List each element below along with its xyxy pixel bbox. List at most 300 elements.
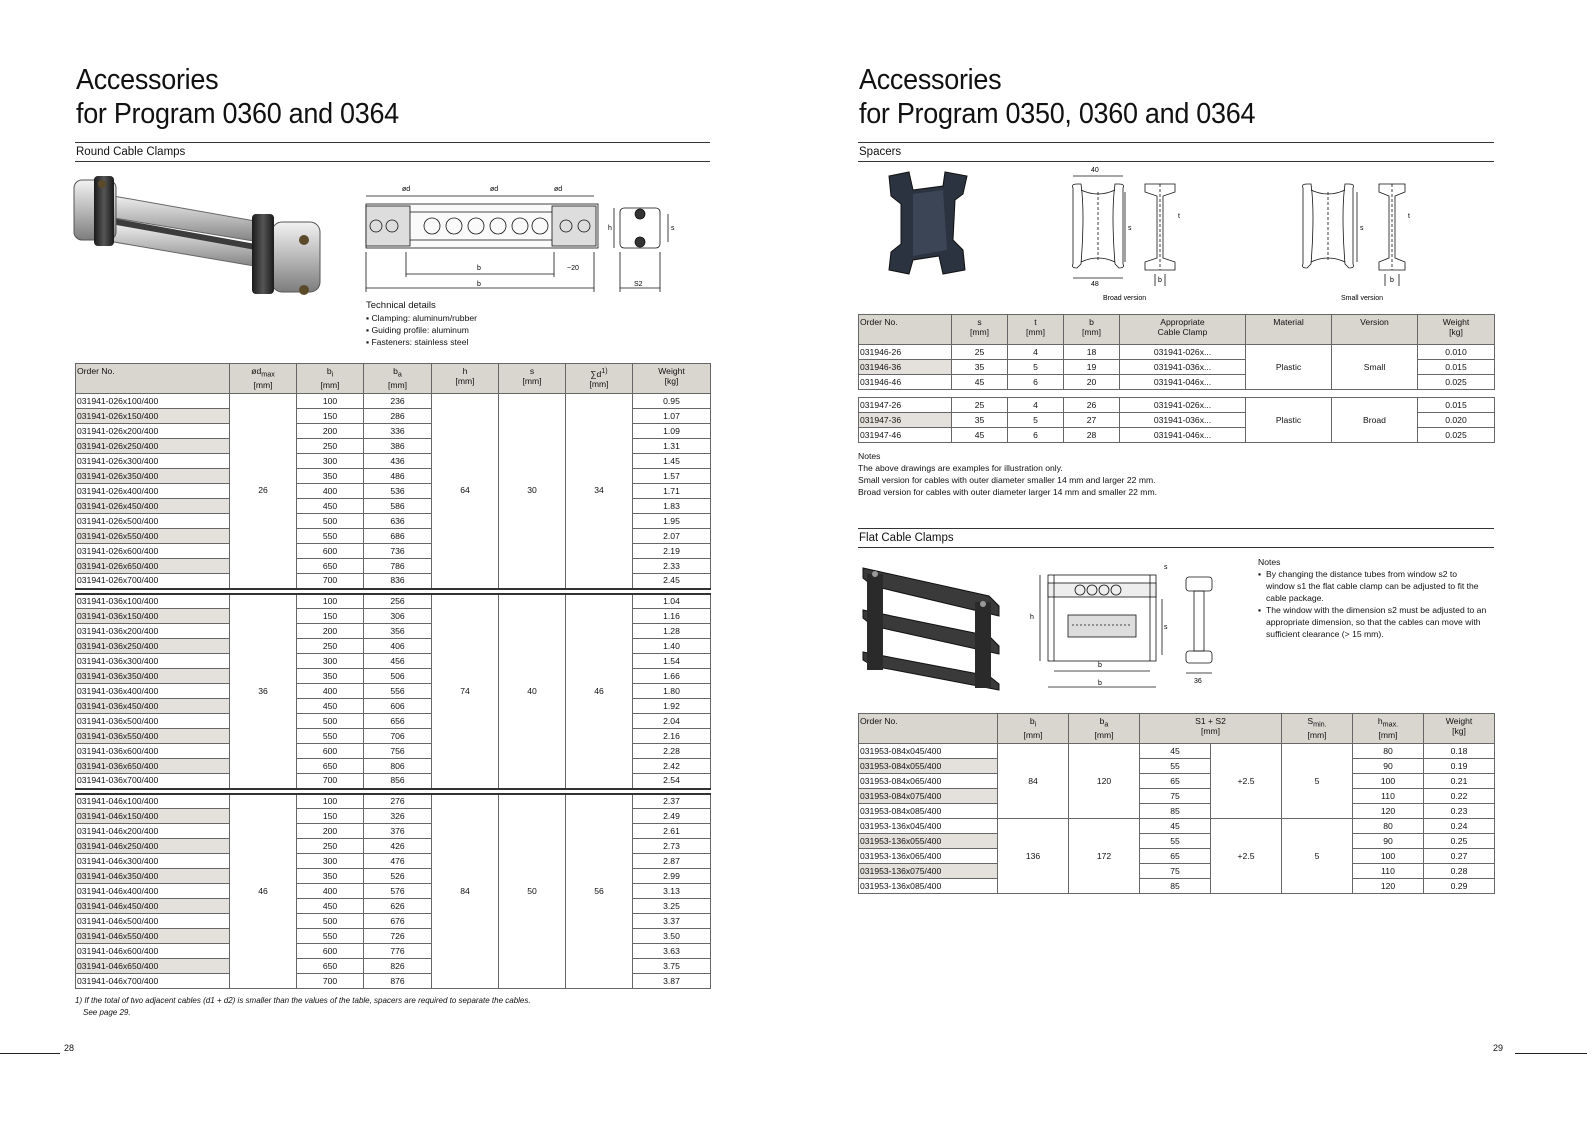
section-title: Round Cable Clamps xyxy=(76,146,186,158)
header-sup: 1) xyxy=(601,367,608,375)
material: Plastic xyxy=(1246,345,1332,390)
header-unit: [kg] xyxy=(664,376,679,386)
column-header xyxy=(1069,714,1140,744)
header-label: s xyxy=(977,317,982,327)
section-flat-cable-clamps xyxy=(858,528,1494,548)
b-a: 826 xyxy=(364,959,432,974)
header-unit: Cable Clamp xyxy=(1157,327,1208,337)
order-no: 031941-026x450/400 xyxy=(76,499,230,514)
flat-notes xyxy=(1258,556,1488,640)
page-line xyxy=(1515,1053,1587,1054)
header-unit: [mm] xyxy=(1025,327,1046,337)
header-unit: [mm] xyxy=(1081,327,1102,337)
b-a: 120 xyxy=(1069,744,1140,819)
h-max: 110 xyxy=(1353,864,1424,879)
title-line-1: Accessories xyxy=(859,64,1002,96)
b-i: 700 xyxy=(297,574,364,589)
weight: 1.31 xyxy=(633,439,711,454)
round-cable-clamps-table xyxy=(75,363,711,989)
weight: 2.49 xyxy=(633,809,711,824)
b-i: 650 xyxy=(297,759,364,774)
t-value: 4 xyxy=(1008,345,1064,360)
order-no: 031947-36 xyxy=(859,413,952,428)
s1-value: 85 xyxy=(1140,879,1211,894)
notes-title: Notes xyxy=(858,451,881,461)
separator-cell xyxy=(1064,390,1120,398)
order-no: 031953-136x075/400 xyxy=(859,864,998,879)
b-a: 172 xyxy=(1069,819,1140,894)
order-no: 031941-046x100/400 xyxy=(76,794,230,809)
order-no: 031941-026x350/400 xyxy=(76,469,230,484)
order-no: 031953-084x085/400 xyxy=(859,804,998,819)
b-a: 376 xyxy=(364,824,432,839)
order-no: 031941-046x650/400 xyxy=(76,959,230,974)
h-max: 100 xyxy=(1353,849,1424,864)
column-header xyxy=(1246,315,1332,345)
s-min: 5 xyxy=(1282,744,1353,819)
spacer-notes xyxy=(858,450,1498,498)
weight: 2.28 xyxy=(633,744,711,759)
dim-t: t xyxy=(1178,213,1180,220)
b-i: 84 xyxy=(998,744,1069,819)
weight: 2.61 xyxy=(633,824,711,839)
order-no: 031941-046x300/400 xyxy=(76,854,230,869)
weight: 2.87 xyxy=(633,854,711,869)
cable-clamp: 031941-046x... xyxy=(1120,375,1246,390)
weight: 0.28 xyxy=(1424,864,1495,879)
b-a: 626 xyxy=(364,899,432,914)
column-header xyxy=(1282,714,1353,744)
header-sub: i xyxy=(1034,720,1037,729)
weight: 3.25 xyxy=(633,899,711,914)
cable-clamp: 031941-026x... xyxy=(1120,398,1246,413)
technical-details xyxy=(366,300,477,348)
weight: 0.23 xyxy=(1424,804,1495,819)
column-header xyxy=(1008,315,1064,345)
b-i: 150 xyxy=(297,609,364,624)
header-label: S xyxy=(1307,716,1314,726)
b-a: 436 xyxy=(364,454,432,469)
h-value: 74 xyxy=(432,594,499,789)
header-label: b xyxy=(393,366,398,376)
b-i: 700 xyxy=(297,774,364,789)
sum-d: 34 xyxy=(566,394,633,589)
weight: 0.025 xyxy=(1418,428,1495,443)
b-value: 27 xyxy=(1064,413,1120,428)
s1-value: 85 xyxy=(1140,804,1211,819)
h-max: 100 xyxy=(1353,774,1424,789)
order-no: 031941-046x550/400 xyxy=(76,929,230,944)
weight: 0.020 xyxy=(1418,413,1495,428)
weight: 0.015 xyxy=(1418,398,1495,413)
column-header xyxy=(1064,315,1120,345)
dim-hmax: h xyxy=(1030,614,1034,621)
header-row xyxy=(76,364,711,394)
b-i: 300 xyxy=(297,454,364,469)
page-number: 29 xyxy=(1493,1043,1504,1053)
order-no: 031941-036x600/400 xyxy=(76,744,230,759)
order-no: 031941-026x650/400 xyxy=(76,559,230,574)
note-line: Broad version for cables with outer diameter larger 14 mm and smaller 22 mm. xyxy=(858,487,1157,497)
dim-ba: b xyxy=(477,281,481,288)
header-unit: [mm] xyxy=(1094,729,1114,740)
column-header xyxy=(1418,315,1495,345)
section-round-cable-clamps xyxy=(75,142,710,162)
column-header xyxy=(297,364,364,394)
order-no: 031941-046x700/400 xyxy=(76,974,230,989)
weight: 3.63 xyxy=(633,944,711,959)
header-label: Material xyxy=(1273,317,1304,327)
b-i: 150 xyxy=(297,809,364,824)
s1-value: 75 xyxy=(1140,864,1211,879)
order-no: 031941-036x550/400 xyxy=(76,729,230,744)
header-unit: [mm] xyxy=(969,327,990,337)
order-no: 031953-084x065/400 xyxy=(859,774,998,789)
column-header xyxy=(364,364,432,394)
weight: 2.99 xyxy=(633,869,711,884)
header-sub: max xyxy=(261,370,275,379)
s2-value: +2.5 xyxy=(1211,819,1282,894)
header-sub: a xyxy=(397,370,402,379)
order-no: 031941-026x100/400 xyxy=(76,394,230,409)
table-row xyxy=(859,744,1495,759)
dim-s: s xyxy=(671,225,675,232)
weight: 1.92 xyxy=(633,699,711,714)
header-label: h xyxy=(1377,716,1383,726)
dim-s2: S2 xyxy=(634,281,643,288)
d-max: 46 xyxy=(230,794,297,989)
t-value: 4 xyxy=(1008,398,1064,413)
h-max: 80 xyxy=(1353,744,1424,759)
order-no: 031941-036x350/400 xyxy=(76,669,230,684)
s1-value: 45 xyxy=(1140,744,1211,759)
tech-item: ▪ Fasteners: stainless steel xyxy=(366,337,469,347)
title-line-2: for Program 0360 and 0364 xyxy=(76,98,399,130)
version: Broad xyxy=(1332,398,1418,443)
b-i: 200 xyxy=(297,824,364,839)
dim-b-small: b xyxy=(1390,277,1394,284)
dim-dmax: ød xyxy=(402,186,411,193)
note-line: Small version for cables with outer diameter smaller 14 mm and larger 22 mm. xyxy=(858,475,1156,485)
weight: 2.33 xyxy=(633,559,711,574)
table-row xyxy=(859,789,1495,804)
b-i: 250 xyxy=(297,639,364,654)
header-row xyxy=(859,315,1495,345)
table-row xyxy=(859,804,1495,819)
section-title: Flat Cable Clamps xyxy=(859,532,954,544)
header-label: Appropriate xyxy=(1160,317,1205,327)
b-a: 276 xyxy=(364,794,432,809)
separator-cell xyxy=(1008,390,1064,398)
tech-item: ▪ Clamping: aluminum/rubber xyxy=(366,313,477,323)
weight: 1.80 xyxy=(633,684,711,699)
dim-20: ~20 xyxy=(567,265,579,272)
dim-ba: b xyxy=(1098,680,1102,687)
b-a: 656 xyxy=(364,714,432,729)
dim-t-small: t xyxy=(1408,213,1410,220)
dim-36: 36 xyxy=(1194,678,1202,685)
weight: 0.22 xyxy=(1424,789,1495,804)
weight: 1.57 xyxy=(633,469,711,484)
column-header xyxy=(1140,714,1282,744)
table-row xyxy=(859,759,1495,774)
note-line: The above drawings are examples for illustration only. xyxy=(858,463,1063,473)
b-a: 686 xyxy=(364,529,432,544)
b-a: 286 xyxy=(364,409,432,424)
order-no: 031953-136x065/400 xyxy=(859,849,998,864)
order-no: 031941-026x400/400 xyxy=(76,484,230,499)
small-caption: Small version xyxy=(1341,295,1384,302)
b-i: 350 xyxy=(297,469,364,484)
dim-s1: s xyxy=(1164,564,1168,571)
b-a: 356 xyxy=(364,624,432,639)
weight: 3.37 xyxy=(633,914,711,929)
cable-clamp: 031941-036x... xyxy=(1120,413,1246,428)
order-no: 031941-026x300/400 xyxy=(76,454,230,469)
d-max: 36 xyxy=(230,594,297,789)
table-row xyxy=(859,345,1495,360)
spacers-table xyxy=(858,314,1495,443)
b-a: 606 xyxy=(364,699,432,714)
b-a: 726 xyxy=(364,929,432,944)
dim-48: 48 xyxy=(1091,281,1099,288)
b-a: 426 xyxy=(364,839,432,854)
order-no: 031941-026x600/400 xyxy=(76,544,230,559)
s-value: 35 xyxy=(952,360,1008,375)
b-i: 550 xyxy=(297,929,364,944)
header-label: t xyxy=(1034,317,1037,327)
header-unit: [mm] xyxy=(320,379,340,390)
column-header xyxy=(633,364,711,394)
header-label: Weight xyxy=(1442,317,1470,327)
weight: 2.42 xyxy=(633,759,711,774)
material: Plastic xyxy=(1246,398,1332,443)
weight: 1.66 xyxy=(633,669,711,684)
broad-caption: Broad version xyxy=(1103,295,1147,302)
header-label: S1 + S2 xyxy=(1195,716,1226,726)
weight: 2.45 xyxy=(633,574,711,589)
b-i: 100 xyxy=(297,594,364,609)
b-i: 450 xyxy=(297,899,364,914)
note-item: ▪ By changing the distance tubes from window s2 to window s1 the flat cable clamp can be adjusted to fit the cable package. xyxy=(1258,569,1479,603)
h-value: 64 xyxy=(432,394,499,589)
footnote xyxy=(75,995,715,1019)
b-a: 536 xyxy=(364,484,432,499)
b-a: 306 xyxy=(364,609,432,624)
s-value: 35 xyxy=(952,413,1008,428)
b-i: 250 xyxy=(297,839,364,854)
order-no: 031941-026x550/400 xyxy=(76,529,230,544)
table-row xyxy=(76,594,711,609)
b-a: 456 xyxy=(364,654,432,669)
order-no: 031941-046x200/400 xyxy=(76,824,230,839)
dim-bi: b xyxy=(477,265,481,272)
b-i: 100 xyxy=(297,394,364,409)
b-a: 556 xyxy=(364,684,432,699)
header-unit: [mm] xyxy=(1023,729,1043,740)
order-no: 031941-046x500/400 xyxy=(76,914,230,929)
b-i: 600 xyxy=(297,744,364,759)
weight: 0.25 xyxy=(1424,834,1495,849)
table-row xyxy=(859,398,1495,413)
header-label: Weight xyxy=(1445,716,1473,726)
dim-s: s xyxy=(1128,225,1132,232)
separator-cell xyxy=(1246,390,1332,398)
footnote-1: 1) If the total of two adjacent cables (d1 + d2) is smaller than the values of the table, spacers are required to separate the cables. xyxy=(75,996,531,1005)
column-header xyxy=(566,364,633,394)
order-no: 031941-036x300/400 xyxy=(76,654,230,669)
header-unit: [mm] xyxy=(522,376,542,386)
b-a: 806 xyxy=(364,759,432,774)
b-a: 706 xyxy=(364,729,432,744)
b-a: 406 xyxy=(364,639,432,654)
separator-cell xyxy=(1418,390,1495,398)
header-label: h xyxy=(462,366,468,376)
b-i: 550 xyxy=(297,529,364,544)
b-value: 19 xyxy=(1064,360,1120,375)
table-row xyxy=(859,849,1495,864)
b-a: 476 xyxy=(364,854,432,869)
column-header xyxy=(1424,714,1495,744)
b-i: 600 xyxy=(297,944,364,959)
b-value: 26 xyxy=(1064,398,1120,413)
order-no: 031953-084x055/400 xyxy=(859,759,998,774)
header-unit: [mm] xyxy=(455,376,475,386)
header-sub: i xyxy=(331,370,334,379)
notes-title: Notes xyxy=(1258,557,1281,567)
b-a: 486 xyxy=(364,469,432,484)
dim-s2: s xyxy=(1164,624,1168,631)
header-row xyxy=(859,714,1495,744)
flat-cable-clamps-table xyxy=(858,713,1495,894)
b-i: 400 xyxy=(297,684,364,699)
table-row xyxy=(859,864,1495,879)
column-header xyxy=(499,364,566,394)
order-no: 031946-36 xyxy=(859,360,952,375)
weight: 1.40 xyxy=(633,639,711,654)
separator-cell xyxy=(859,390,952,398)
order-no: 031941-046x400/400 xyxy=(76,884,230,899)
column-header xyxy=(1353,714,1424,744)
s2-value: +2.5 xyxy=(1211,744,1282,819)
page-title xyxy=(859,63,1255,131)
order-no: 031941-046x450/400 xyxy=(76,899,230,914)
order-no: 031941-036x700/400 xyxy=(76,774,230,789)
header-label: s xyxy=(529,366,535,376)
b-value: 20 xyxy=(1064,375,1120,390)
weight: 1.04 xyxy=(633,594,711,609)
cable-clamp: 031941-046x... xyxy=(1120,428,1246,443)
column-header xyxy=(859,315,952,345)
s-value: 40 xyxy=(499,594,566,789)
spacer-drawings xyxy=(1063,162,1443,304)
round-cable-clamp-drawing xyxy=(362,182,692,292)
spacer-photo xyxy=(883,170,973,276)
s1-value: 45 xyxy=(1140,819,1211,834)
weight: 0.29 xyxy=(1424,879,1495,894)
order-no: 031941-026x250/400 xyxy=(76,439,230,454)
page-line xyxy=(0,1053,60,1054)
b-i: 200 xyxy=(297,624,364,639)
order-no: 031953-136x045/400 xyxy=(859,819,998,834)
b-i: 350 xyxy=(297,869,364,884)
weight: 2.54 xyxy=(633,774,711,789)
order-no: 031941-036x200/400 xyxy=(76,624,230,639)
b-value: 28 xyxy=(1064,428,1120,443)
weight: 0.025 xyxy=(1418,375,1495,390)
b-a: 386 xyxy=(364,439,432,454)
dim-d2: ød xyxy=(554,186,563,193)
column-header xyxy=(432,364,499,394)
weight: 0.27 xyxy=(1424,849,1495,864)
order-no: 031941-036x150/400 xyxy=(76,609,230,624)
group-separator xyxy=(859,390,1495,398)
b-i: 650 xyxy=(297,959,364,974)
b-i: 550 xyxy=(297,729,364,744)
footnote-2: See page 29. xyxy=(83,1008,131,1017)
order-no: 031941-026x700/400 xyxy=(76,574,230,589)
s1-value: 55 xyxy=(1140,834,1211,849)
section-spacers xyxy=(858,142,1494,162)
order-no: 031941-026x200/400 xyxy=(76,424,230,439)
b-a: 326 xyxy=(364,809,432,824)
table-row xyxy=(859,774,1495,789)
flat-cable-clamp-photo xyxy=(859,560,1003,692)
t-value: 6 xyxy=(1008,428,1064,443)
weight: 1.07 xyxy=(633,409,711,424)
dim-s-small: s xyxy=(1360,225,1364,232)
s-value: 45 xyxy=(952,375,1008,390)
note-item: ▪ The window with the dimension s2 must be adjusted to an appropriate dimension, so that the cables can move with sufficient clearance (> 15 mm). xyxy=(1258,605,1487,639)
order-no: 031941-036x250/400 xyxy=(76,639,230,654)
s-value: 25 xyxy=(952,345,1008,360)
weight: 3.50 xyxy=(633,929,711,944)
column-header xyxy=(952,315,1008,345)
weight: 1.09 xyxy=(633,424,711,439)
order-no: 031941-046x250/400 xyxy=(76,839,230,854)
weight: 3.87 xyxy=(633,974,711,989)
b-a: 736 xyxy=(364,544,432,559)
b-value: 18 xyxy=(1064,345,1120,360)
b-i: 400 xyxy=(297,884,364,899)
b-i: 650 xyxy=(297,559,364,574)
order-no: 031953-084x075/400 xyxy=(859,789,998,804)
b-i: 450 xyxy=(297,699,364,714)
order-no: 031946-26 xyxy=(859,345,952,360)
column-header xyxy=(1120,315,1246,345)
h-value: 84 xyxy=(432,794,499,989)
header-unit: [mm] xyxy=(387,379,408,390)
b-i: 250 xyxy=(297,439,364,454)
table-row xyxy=(859,879,1495,894)
b-i: 300 xyxy=(297,854,364,869)
header-unit: [kg] xyxy=(1452,726,1466,736)
round-cable-clamp-photo xyxy=(72,174,324,302)
tech-item: ▪ Guiding profile: aluminum xyxy=(366,325,469,335)
header-label: Order No. xyxy=(860,716,898,726)
s1-value: 65 xyxy=(1140,774,1211,789)
table-row xyxy=(859,834,1495,849)
b-i: 100 xyxy=(297,794,364,809)
order-no: 031941-046x350/400 xyxy=(76,869,230,884)
b-i: 500 xyxy=(297,514,364,529)
header-unit: [mm] xyxy=(1307,729,1327,740)
h-max: 90 xyxy=(1353,834,1424,849)
sum-d: 56 xyxy=(566,794,633,989)
header-sub: a xyxy=(1104,720,1109,729)
weight: 2.07 xyxy=(633,529,711,544)
order-no: 031941-036x500/400 xyxy=(76,714,230,729)
